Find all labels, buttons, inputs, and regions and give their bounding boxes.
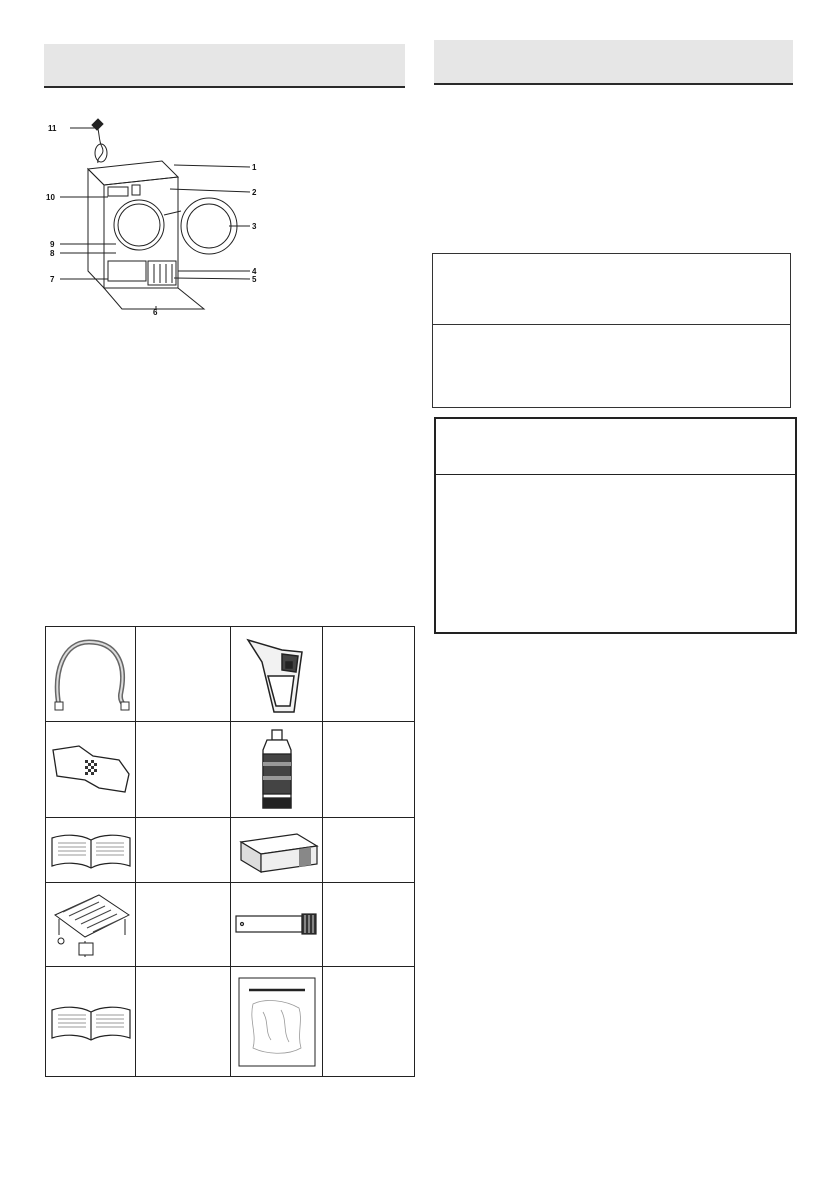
table-row	[46, 722, 415, 818]
info-box-divider	[432, 324, 791, 325]
drain-hose-icon	[49, 632, 133, 716]
callout-1: 1	[252, 163, 257, 172]
callout-7: 7	[50, 275, 55, 284]
manual-cell-1	[46, 818, 136, 883]
water-tank-jug-icon	[242, 632, 312, 716]
water-tank-cell	[231, 627, 323, 722]
accessory-label	[136, 967, 231, 1077]
callout-5: 5	[252, 275, 257, 284]
left-section-header	[44, 44, 405, 88]
drying-pad-cell	[46, 722, 136, 818]
table-row	[46, 967, 415, 1077]
cleaning-brush-cell	[231, 883, 323, 967]
callout-11: 11	[48, 124, 57, 133]
laundry-bag-cell	[231, 967, 323, 1077]
warning-box-divider	[434, 474, 797, 475]
callout-6: 6	[153, 308, 158, 317]
laundry-bag-icon	[235, 974, 319, 1070]
callout-8: 8	[50, 249, 55, 258]
callout-3: 3	[252, 222, 257, 231]
sponge-cell	[231, 818, 323, 883]
table-row	[46, 818, 415, 883]
accessory-label	[323, 818, 415, 883]
cleaning-brush-icon	[234, 910, 320, 940]
accessory-label	[136, 883, 231, 967]
manual-book-icon	[50, 830, 132, 870]
accessories-table	[45, 626, 415, 1077]
manual-cell-2	[46, 967, 136, 1077]
callout-2: 2	[252, 188, 257, 197]
right-section-header	[434, 40, 793, 85]
dryer-overview-diagram	[44, 105, 274, 325]
shoe-rack-cell	[46, 883, 136, 967]
callout-10: 10	[46, 193, 55, 202]
accessory-label	[323, 722, 415, 818]
manual-book-icon	[50, 1002, 132, 1042]
accessory-label	[323, 627, 415, 722]
table-row	[46, 627, 415, 722]
cleaning-liquid-bottle-icon	[257, 728, 297, 812]
power-cord-icon	[92, 119, 107, 163]
accessory-label	[323, 967, 415, 1077]
accessory-label	[323, 883, 415, 967]
cleaning-liquid-cell	[231, 722, 323, 818]
callout-9: 9	[50, 240, 55, 249]
drying-pad-icon	[49, 740, 133, 800]
accessory-label	[136, 627, 231, 722]
table-row	[46, 883, 415, 967]
shoe-rack-icon	[49, 885, 133, 965]
drain-hose-cell	[46, 627, 136, 722]
sponge-icon	[235, 824, 319, 876]
accessory-label	[136, 818, 231, 883]
accessory-label	[136, 722, 231, 818]
callout-4: 4	[252, 267, 257, 276]
warning-box	[434, 417, 797, 634]
info-box-two-rows	[432, 253, 791, 408]
